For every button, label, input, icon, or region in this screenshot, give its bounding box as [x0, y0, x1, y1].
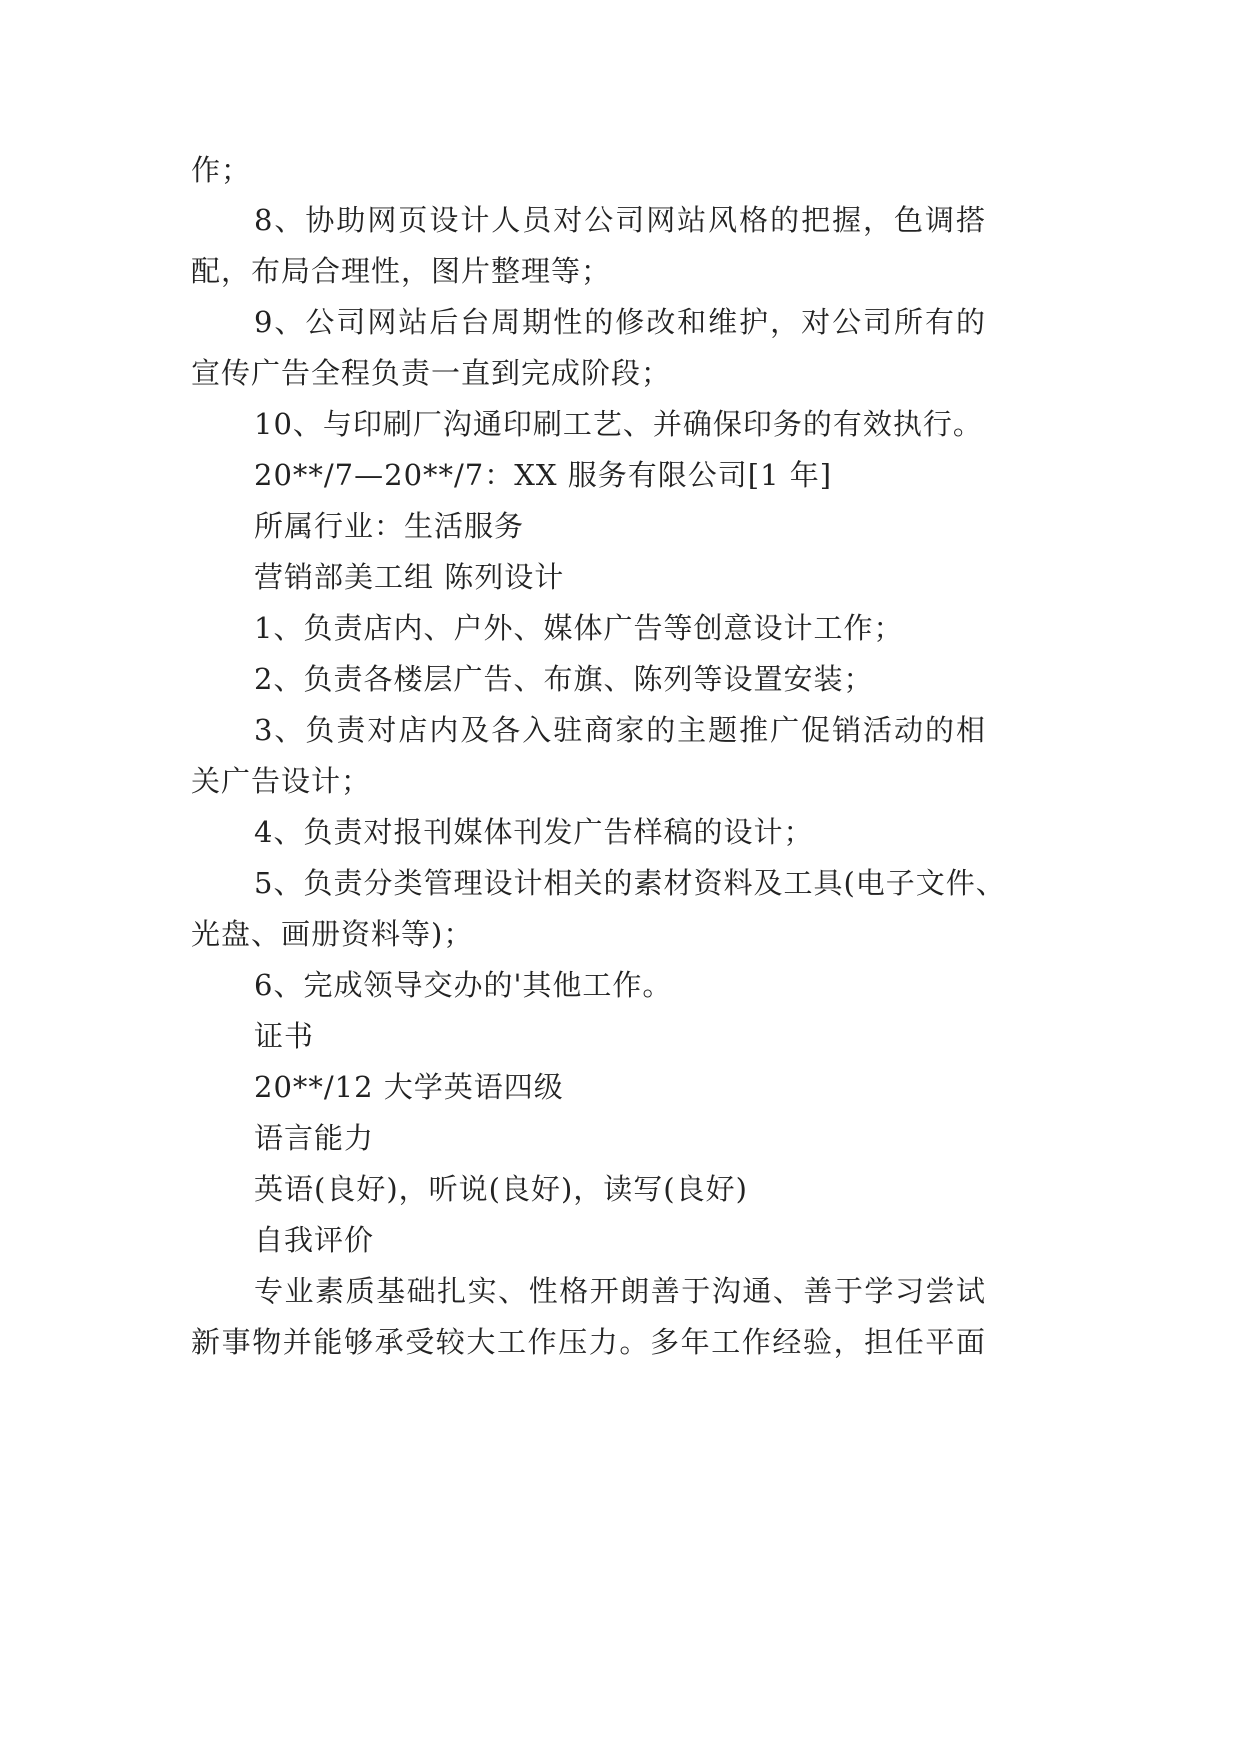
text-line: 关广告设计；: [191, 764, 372, 798]
text-line: 新事物并能够承受较大工作压力。多年工作经验，担任平面: [191, 1325, 986, 1359]
text-line: 1、负责店内、户外、媒体广告等创意设计工作；: [254, 611, 904, 645]
text-line: 9、公司网站后台周期性的修改和维护，对公司所有的: [254, 305, 986, 339]
text-line: 宣传广告全程负责一直到完成阶段；: [191, 356, 672, 390]
text-line: 专业素质基础扎实、性格开朗善于沟通、善于学习尝试: [254, 1274, 986, 1308]
text-line: 所属行业：生活服务: [254, 509, 525, 543]
text-line: 3、负责对店内及各入驻商家的主题推广促销活动的相: [254, 713, 986, 747]
text-line: 5、负责分类管理设计相关的素材资料及工具(电子文件、: [254, 866, 1006, 900]
text-line: 光盘、画册资料等)；: [191, 917, 474, 951]
text-line: 营销部美工组 陈列设计: [254, 560, 565, 594]
text-line: 4、负责对报刊媒体刊发广告样稿的设计；: [254, 815, 814, 849]
text-line: 配，布局合理性，图片整理等；: [191, 254, 612, 288]
section-heading: 语言能力: [254, 1121, 375, 1155]
text-line: 2、负责各楼层广告、布旗、陈列等设置安装；: [254, 662, 874, 696]
section-heading: 自我评价: [254, 1223, 375, 1257]
text-line: 8、协助网页设计人员对公司网站风格的把握，色调搭: [254, 203, 986, 237]
section-heading: 证书: [254, 1019, 315, 1053]
text-line: 20**/7—20**/7：XX 服务有限公司[1 年]: [254, 458, 833, 492]
text-line: 10、与印刷厂沟通印刷工艺、并确保印务的有效执行。: [254, 407, 983, 441]
text-line: 20**/12 大学英语四级: [254, 1070, 564, 1104]
text-line: 作；: [191, 153, 252, 187]
text-line: 6、完成领导交办的'其他工作。: [254, 968, 673, 1002]
text-line: 英语(良好)，听说(良好)，读写(良好): [254, 1172, 748, 1206]
